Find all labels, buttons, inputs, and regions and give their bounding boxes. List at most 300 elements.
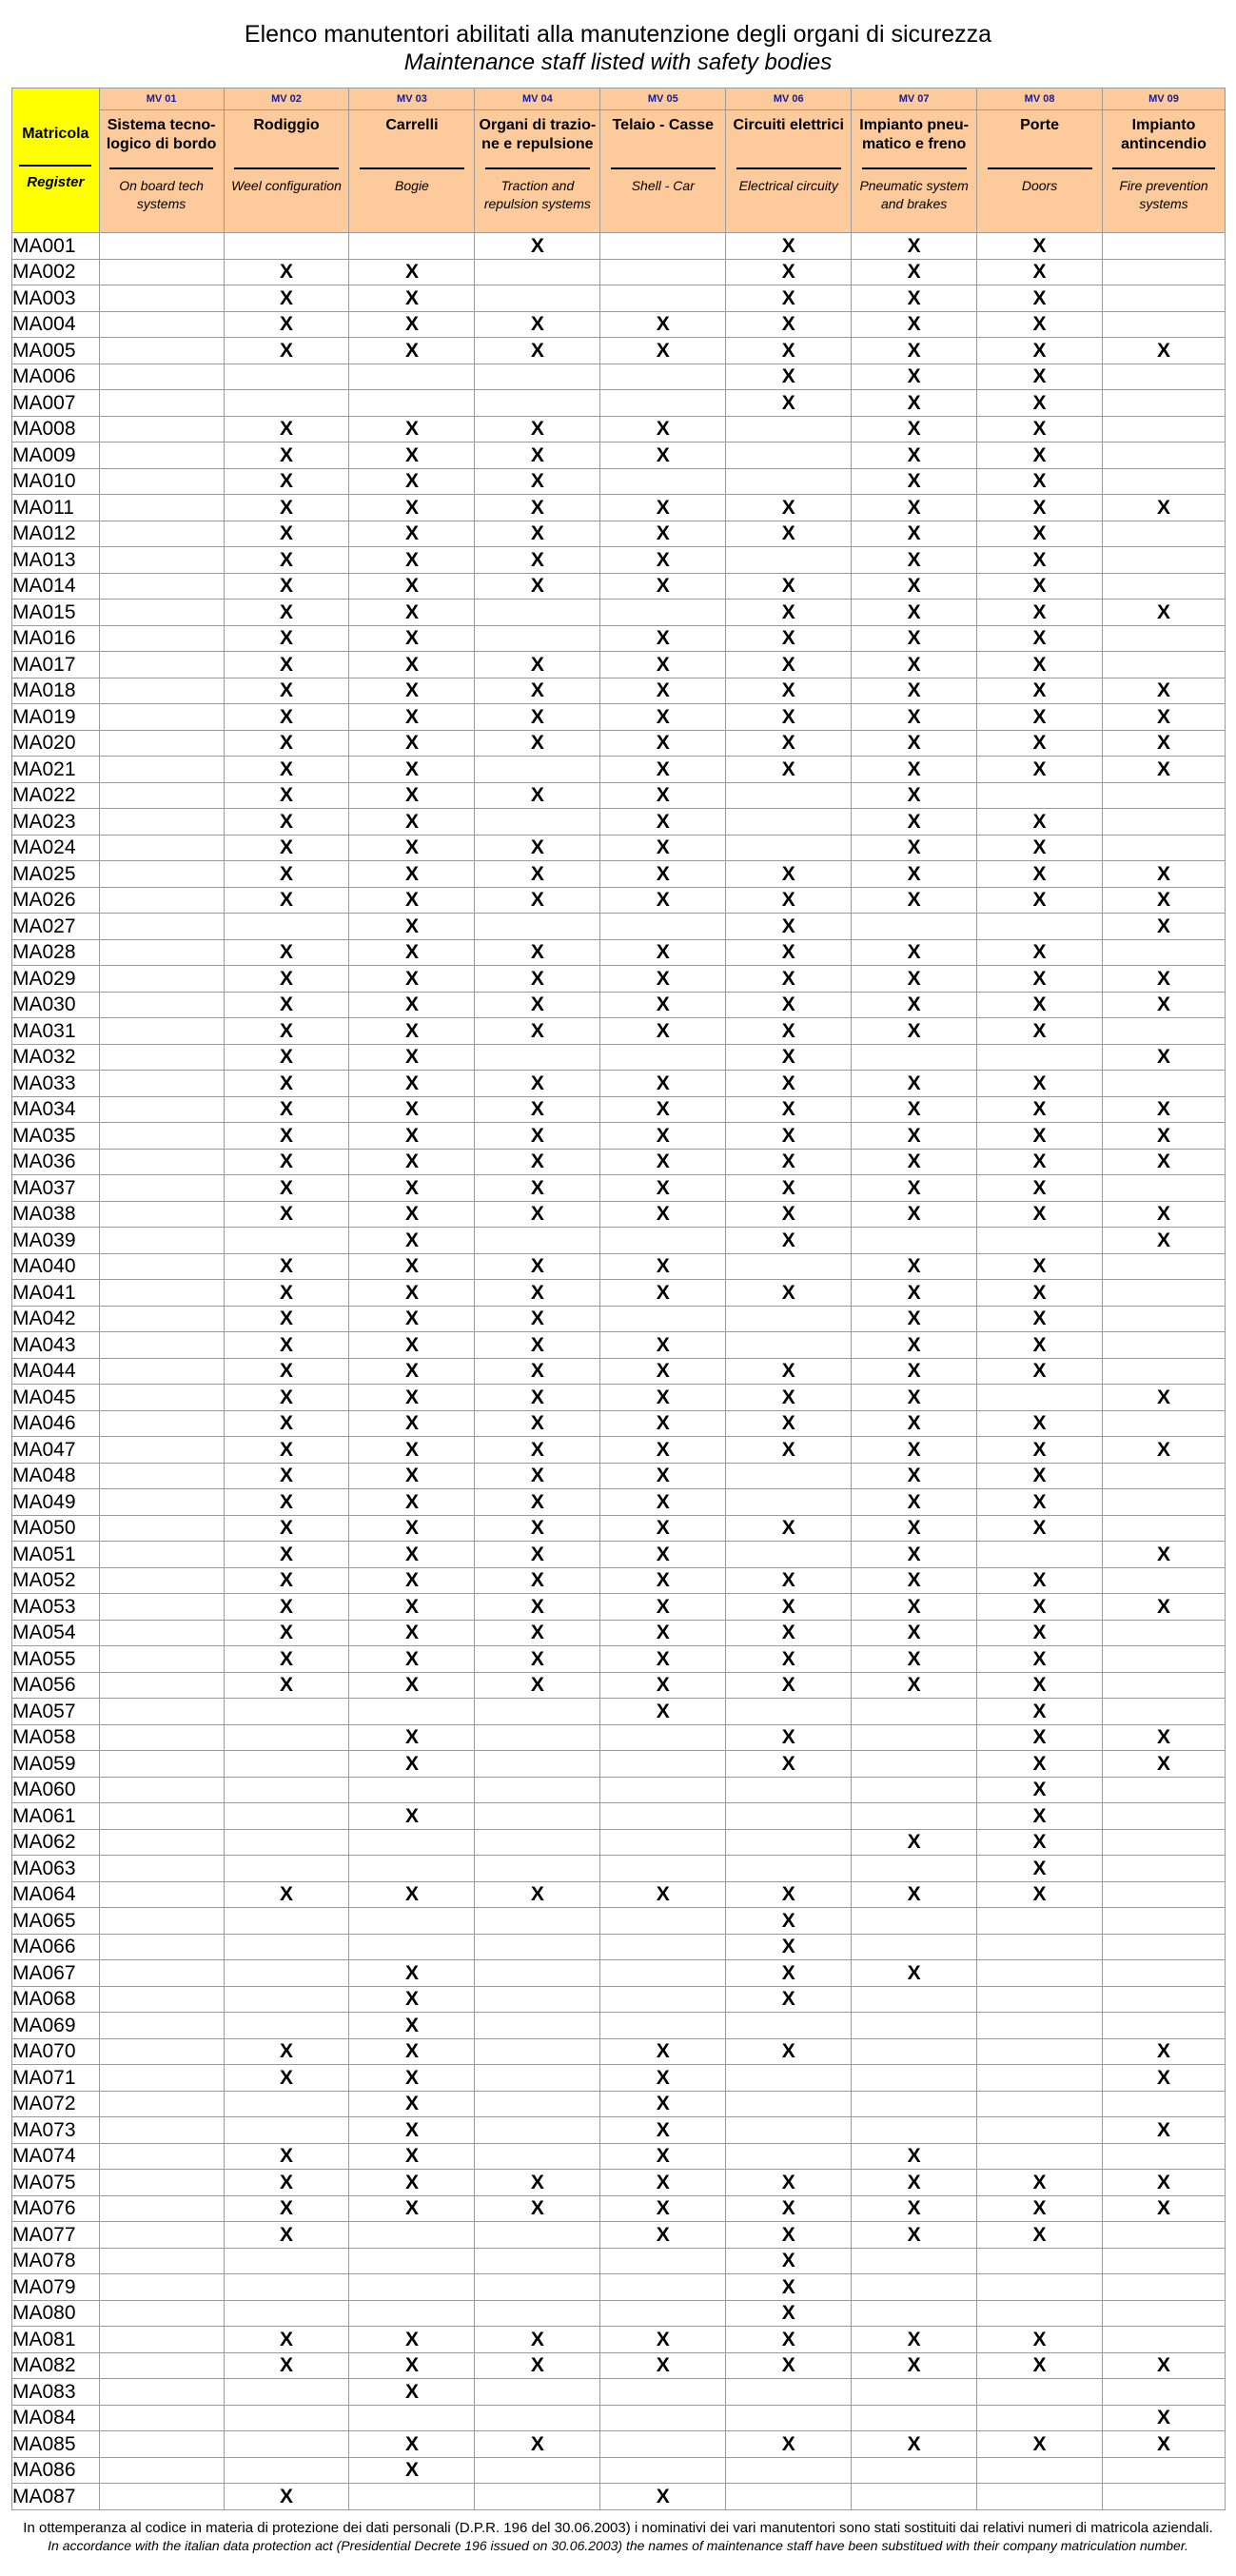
register-number: MA075 <box>12 2170 100 2196</box>
qualification-cell <box>977 782 1103 809</box>
qualification-mark: X <box>600 1385 726 1411</box>
register-number: MA072 <box>12 2091 100 2117</box>
qualification-mark: X <box>475 1881 600 1908</box>
table-row <box>12 1567 1226 1594</box>
qualification-cell <box>852 1044 977 1071</box>
qualification-mark: X <box>475 1123 600 1150</box>
qualification-cell <box>99 390 224 417</box>
qualification-mark: X <box>475 416 600 442</box>
qualification-cell <box>1103 233 1226 260</box>
qualification-mark: X <box>977 390 1103 417</box>
qualification-cell <box>1103 416 1226 442</box>
qualification-cell <box>99 809 224 836</box>
qualification-mark: X <box>852 442 977 469</box>
register-number: MA036 <box>12 1149 100 1175</box>
qualification-mark: X <box>349 1201 475 1228</box>
qualification-cell <box>224 2457 349 2484</box>
qualification-cell <box>852 2091 977 2117</box>
qualification-mark: X <box>224 2327 349 2353</box>
table-row <box>12 1908 1226 1935</box>
table-row <box>12 1149 1226 1175</box>
qualification-cell <box>349 2274 475 2301</box>
qualification-cell <box>475 1751 600 1778</box>
qualification-cell <box>977 1960 1103 1987</box>
qualification-cell <box>224 1751 349 1778</box>
qualification-mark: X <box>977 1358 1103 1385</box>
register-number: MA070 <box>12 2038 100 2065</box>
qualification-mark: X <box>224 259 349 285</box>
qualification-mark: X <box>475 678 600 704</box>
register-number: MA064 <box>12 1881 100 1908</box>
qualification-mark: X <box>977 1071 1103 1097</box>
qualification-cell <box>99 652 224 678</box>
qualification-cell <box>600 390 726 417</box>
qualification-mark: X <box>852 2327 977 2353</box>
qualification-cell <box>1103 1620 1226 1646</box>
qualification-cell <box>349 1856 475 1882</box>
qualification-mark: X <box>600 1071 726 1097</box>
qualification-mark: X <box>977 1777 1103 1803</box>
qualification-cell <box>726 2484 852 2510</box>
qualification-cell <box>349 2248 475 2274</box>
qualification-mark: X <box>600 311 726 338</box>
table-row <box>12 2195 1226 2222</box>
qualification-cell <box>977 2038 1103 2065</box>
qualification-mark: X <box>852 233 977 260</box>
qualification-cell <box>224 2274 349 2301</box>
qualification-cell <box>600 600 726 626</box>
table-row <box>12 2248 1226 2274</box>
qualification-cell <box>475 2379 600 2406</box>
register-number: MA015 <box>12 600 100 626</box>
qualification-mark: X <box>224 285 349 312</box>
qualification-mark: X <box>224 1253 349 1280</box>
qualification-mark: X <box>852 678 977 704</box>
qualification-cell <box>600 2457 726 2484</box>
qualification-mark: X <box>475 1358 600 1385</box>
register-number: MA043 <box>12 1332 100 1359</box>
table-row <box>12 2352 1226 2379</box>
register-number: MA060 <box>12 1777 100 1803</box>
table-row <box>12 1856 1226 1882</box>
qualification-mark: X <box>224 2484 349 2510</box>
qualification-cell <box>726 1829 852 1856</box>
register-number: MA066 <box>12 1934 100 1960</box>
qualification-cell <box>852 1803 977 1830</box>
qualification-mark: X <box>224 1567 349 1594</box>
table-row <box>12 547 1226 574</box>
qualification-cell <box>852 1699 977 1725</box>
column-header-mv02 <box>224 88 349 233</box>
qualification-mark: X <box>1103 1123 1226 1150</box>
qualification-cell <box>349 1908 475 1935</box>
qualification-mark: X <box>977 1751 1103 1778</box>
qualification-mark: X <box>475 861 600 888</box>
qualification-mark: X <box>726 1620 852 1646</box>
qualification-mark: X <box>475 2327 600 2353</box>
column-code: MV 06 <box>726 88 851 110</box>
qualification-mark: X <box>726 2170 852 2196</box>
qualification-cell <box>99 468 224 495</box>
qualification-cell <box>977 1228 1103 1254</box>
register-number: MA023 <box>12 809 100 836</box>
qualification-mark: X <box>977 2327 1103 2353</box>
qualification-cell <box>726 1777 852 1803</box>
register-number: MA027 <box>12 914 100 940</box>
qualification-cell <box>349 1934 475 1960</box>
qualification-cell <box>977 1385 1103 1411</box>
qualification-cell <box>726 1489 852 1516</box>
qualification-cell <box>475 285 600 312</box>
qualification-mark: X <box>726 2327 852 2353</box>
register-number: MA029 <box>12 966 100 993</box>
qualification-mark: X <box>726 2195 852 2222</box>
qualification-mark: X <box>475 1672 600 1699</box>
table-row <box>12 364 1226 390</box>
qualification-mark: X <box>852 782 977 809</box>
column-title-en: Bogie <box>395 178 429 193</box>
qualification-mark: X <box>475 887 600 914</box>
qualification-mark: X <box>1103 887 1226 914</box>
table-row <box>12 1385 1226 1411</box>
qualification-mark: X <box>224 2352 349 2379</box>
qualification-cell <box>99 2352 224 2379</box>
qualification-mark: X <box>224 1672 349 1699</box>
qualification-mark: X <box>726 939 852 966</box>
qualification-cell <box>600 233 726 260</box>
column-code: MV 01 <box>100 88 224 110</box>
qualification-mark: X <box>224 600 349 626</box>
qualification-mark: X <box>977 1515 1103 1542</box>
qualification-mark: X <box>726 730 852 757</box>
column-code: MV 07 <box>852 88 976 110</box>
qualification-mark: X <box>349 939 475 966</box>
register-number: MA005 <box>12 338 100 364</box>
register-number: MA050 <box>12 1515 100 1542</box>
qualification-mark: X <box>349 547 475 574</box>
qualification-cell <box>99 1699 224 1725</box>
qualification-mark: X <box>1103 495 1226 521</box>
qualification-cell <box>99 1253 224 1280</box>
qualification-cell <box>99 1672 224 1699</box>
qualification-cell <box>475 1228 600 1254</box>
register-number: MA069 <box>12 2013 100 2039</box>
qualification-cell <box>977 2484 1103 2510</box>
qualification-mark: X <box>475 1018 600 1045</box>
qualification-cell <box>99 1332 224 1359</box>
table-row <box>12 521 1226 547</box>
qualification-mark: X <box>852 1123 977 1150</box>
qualification-mark: X <box>349 600 475 626</box>
qualification-cell <box>977 2013 1103 2039</box>
qualification-mark: X <box>349 2143 475 2170</box>
qualification-cell <box>852 2405 977 2431</box>
qualification-mark: X <box>1103 2195 1226 2222</box>
qualification-cell <box>349 1777 475 1803</box>
qualification-cell <box>99 2484 224 2510</box>
qualification-mark: X <box>977 1437 1103 1464</box>
qualification-cell <box>99 1175 224 1202</box>
qualification-mark: X <box>852 1096 977 1123</box>
qualification-cell <box>977 2300 1103 2327</box>
column-code: MV 05 <box>600 88 725 110</box>
qualification-mark: X <box>726 1724 852 1751</box>
qualification-mark: X <box>475 442 600 469</box>
qualification-cell <box>224 1829 349 1856</box>
table-row <box>12 1332 1226 1359</box>
column-header-mv04 <box>475 88 600 233</box>
qualification-cell <box>852 2013 977 2039</box>
qualification-mark: X <box>852 966 977 993</box>
qualification-mark: X <box>852 259 977 285</box>
column-title-en: Traction and repulsion systems <box>483 178 591 211</box>
qualification-cell <box>224 2431 349 2458</box>
qualification-cell <box>349 1829 475 1856</box>
register-number: MA033 <box>12 1071 100 1097</box>
qualification-cell <box>852 2274 977 2301</box>
qualification-mark: X <box>224 1123 349 1150</box>
qualification-cell <box>99 1856 224 1882</box>
qualification-mark: X <box>600 1253 726 1280</box>
qualification-mark: X <box>852 1358 977 1385</box>
table-row <box>12 2091 1226 2117</box>
qualification-mark: X <box>852 809 977 836</box>
qualification-mark: X <box>224 338 349 364</box>
qualification-mark: X <box>224 704 349 731</box>
qualification-mark: X <box>726 311 852 338</box>
qualification-cell <box>852 1228 977 1254</box>
qualification-cell <box>600 259 726 285</box>
qualification-mark: X <box>1103 1228 1226 1254</box>
qualification-cell <box>475 2091 600 2117</box>
qualification-mark: X <box>600 835 726 861</box>
qualification-mark: X <box>475 1594 600 1621</box>
qualification-mark: X <box>224 1358 349 1385</box>
register-number: MA011 <box>12 495 100 521</box>
qualification-cell <box>977 2065 1103 2092</box>
qualification-mark: X <box>852 1201 977 1228</box>
qualification-mark: X <box>224 861 349 888</box>
qualification-cell <box>475 600 600 626</box>
register-number: MA032 <box>12 1044 100 1071</box>
qualification-cell <box>349 2222 475 2249</box>
table-row <box>12 1934 1226 1960</box>
qualification-cell <box>726 1699 852 1725</box>
qualification-cell <box>475 1960 600 1987</box>
qualification-mark: X <box>600 1018 726 1045</box>
qualification-mark: X <box>475 939 600 966</box>
qualification-cell <box>726 835 852 861</box>
column-title-en: Fire prevention systems <box>1119 178 1208 211</box>
qualification-mark: X <box>726 521 852 547</box>
qualification-mark: X <box>852 2222 977 2249</box>
column-header-mv03 <box>349 88 475 233</box>
qualification-cell <box>99 1542 224 1568</box>
register-number: MA085 <box>12 2431 100 2458</box>
qualification-cell <box>99 2170 224 2196</box>
qualification-cell <box>1103 1358 1226 1385</box>
qualification-cell <box>99 311 224 338</box>
qualification-cell <box>99 2431 224 2458</box>
table-row <box>12 2457 1226 2484</box>
register-number: MA055 <box>12 1646 100 1673</box>
qualification-cell <box>600 1934 726 1960</box>
qualification-cell <box>600 2274 726 2301</box>
register-number: MA001 <box>12 233 100 260</box>
column-code: MV 03 <box>349 88 474 110</box>
qualification-cell <box>475 1856 600 1882</box>
register-number: MA071 <box>12 2065 100 2092</box>
table-row <box>12 809 1226 836</box>
qualification-cell <box>99 1751 224 1778</box>
qualification-cell <box>99 1515 224 1542</box>
qualification-cell <box>99 1410 224 1437</box>
qualification-mark: X <box>977 285 1103 312</box>
table-row <box>12 835 1226 861</box>
column-code: MV 09 <box>1103 88 1225 110</box>
qualification-cell <box>99 704 224 731</box>
qualification-cell <box>99 861 224 888</box>
qualification-mark: X <box>600 1201 726 1228</box>
table-row <box>12 1724 1226 1751</box>
qualification-cell <box>977 914 1103 940</box>
qualification-cell <box>726 2013 852 2039</box>
register-number: MA084 <box>12 2405 100 2431</box>
qualification-cell <box>1103 2091 1226 2117</box>
qualification-mark: X <box>977 2352 1103 2379</box>
qualification-cell <box>600 285 726 312</box>
qualification-cell <box>600 1306 726 1332</box>
qualification-mark: X <box>1103 992 1226 1018</box>
qualification-cell <box>475 2038 600 2065</box>
table-row <box>12 416 1226 442</box>
qualification-mark: X <box>852 730 977 757</box>
qualification-cell <box>1103 2143 1226 2170</box>
qualification-mark: X <box>349 1018 475 1045</box>
qualification-mark: X <box>600 1149 726 1175</box>
qualification-mark: X <box>475 1620 600 1646</box>
table-row <box>12 1829 1226 1856</box>
qualification-mark: X <box>349 1332 475 1359</box>
qualification-cell <box>99 2457 224 2484</box>
qualification-cell <box>349 2300 475 2327</box>
qualification-cell <box>99 1437 224 1464</box>
register-number: MA012 <box>12 521 100 547</box>
qualification-cell <box>99 2222 224 2249</box>
register-number: MA025 <box>12 861 100 888</box>
qualification-cell <box>349 1699 475 1725</box>
qualification-mark: X <box>224 730 349 757</box>
qualification-mark: X <box>852 390 977 417</box>
table-row <box>12 652 1226 678</box>
qualification-mark: X <box>852 861 977 888</box>
qualification-mark: X <box>726 2248 852 2274</box>
qualification-cell <box>600 914 726 940</box>
qualification-mark: X <box>852 652 977 678</box>
qualification-mark: X <box>852 1542 977 1568</box>
qualification-cell <box>1103 809 1226 836</box>
qualification-cell <box>852 1986 977 2013</box>
qualification-mark: X <box>852 1463 977 1489</box>
qualification-mark: X <box>852 1594 977 1621</box>
table-row <box>12 1803 1226 1830</box>
qualification-cell <box>977 1542 1103 1568</box>
qualification-mark: X <box>349 1358 475 1385</box>
qualification-mark: X <box>600 1594 726 1621</box>
qualification-mark: X <box>977 600 1103 626</box>
qualification-cell <box>600 1856 726 1882</box>
register-number: MA008 <box>12 416 100 442</box>
qualification-cell <box>852 1724 977 1751</box>
table-row <box>12 468 1226 495</box>
qualification-mark: X <box>726 573 852 600</box>
qualification-mark: X <box>349 1253 475 1280</box>
qualification-mark: X <box>977 1803 1103 1830</box>
qualification-mark: X <box>349 887 475 914</box>
qualification-mark: X <box>475 338 600 364</box>
register-number: MA045 <box>12 1385 100 1411</box>
qualification-mark: X <box>726 652 852 678</box>
qualification-mark: X <box>224 1280 349 1307</box>
qualification-cell <box>1103 1280 1226 1307</box>
qualification-cell <box>475 2274 600 2301</box>
qualification-mark: X <box>1103 2117 1226 2144</box>
qualification-mark: X <box>600 1358 726 1385</box>
qualification-mark: X <box>224 1515 349 1542</box>
qualification-mark: X <box>349 2038 475 2065</box>
qualification-mark: X <box>349 2091 475 2117</box>
qualification-cell <box>1103 285 1226 312</box>
qualification-mark: X <box>726 1018 852 1045</box>
qualification-cell <box>600 1228 726 1254</box>
column-title-it: Rodiggio <box>253 117 320 133</box>
qualification-cell <box>1103 1253 1226 1280</box>
qualification-mark: X <box>349 1646 475 1673</box>
qualification-mark: X <box>726 2300 852 2327</box>
register-number: MA042 <box>12 1306 100 1332</box>
qualification-cell <box>224 2013 349 2039</box>
register-number: MA051 <box>12 1542 100 1568</box>
qualification-cell <box>1103 1699 1226 1725</box>
qualification-cell <box>99 1280 224 1307</box>
qualification-cell <box>1103 835 1226 861</box>
maintenance-staff-table <box>11 88 1226 2510</box>
qualification-mark: X <box>475 1463 600 1489</box>
qualification-mark: X <box>1103 1751 1226 1778</box>
qualification-cell <box>475 1777 600 1803</box>
qualification-mark: X <box>977 1672 1103 1699</box>
qualification-mark: X <box>977 1567 1103 1594</box>
qualification-mark: X <box>224 1201 349 1228</box>
qualification-mark: X <box>475 1515 600 1542</box>
qualification-mark: X <box>852 939 977 966</box>
qualification-mark: X <box>349 495 475 521</box>
register-number: MA059 <box>12 1751 100 1778</box>
qualification-cell <box>1103 2274 1226 2301</box>
qualification-mark: X <box>600 1567 726 1594</box>
qualification-mark: X <box>349 2065 475 2092</box>
qualification-cell <box>852 914 977 940</box>
qualification-cell <box>1103 2248 1226 2274</box>
qualification-mark: X <box>977 573 1103 600</box>
qualification-cell <box>99 2327 224 2353</box>
qualification-mark: X <box>349 285 475 312</box>
qualification-mark: X <box>852 364 977 390</box>
register-number: MA040 <box>12 1253 100 1280</box>
qualification-mark: X <box>349 416 475 442</box>
qualification-cell <box>1103 1777 1226 1803</box>
qualification-mark: X <box>852 2431 977 2458</box>
